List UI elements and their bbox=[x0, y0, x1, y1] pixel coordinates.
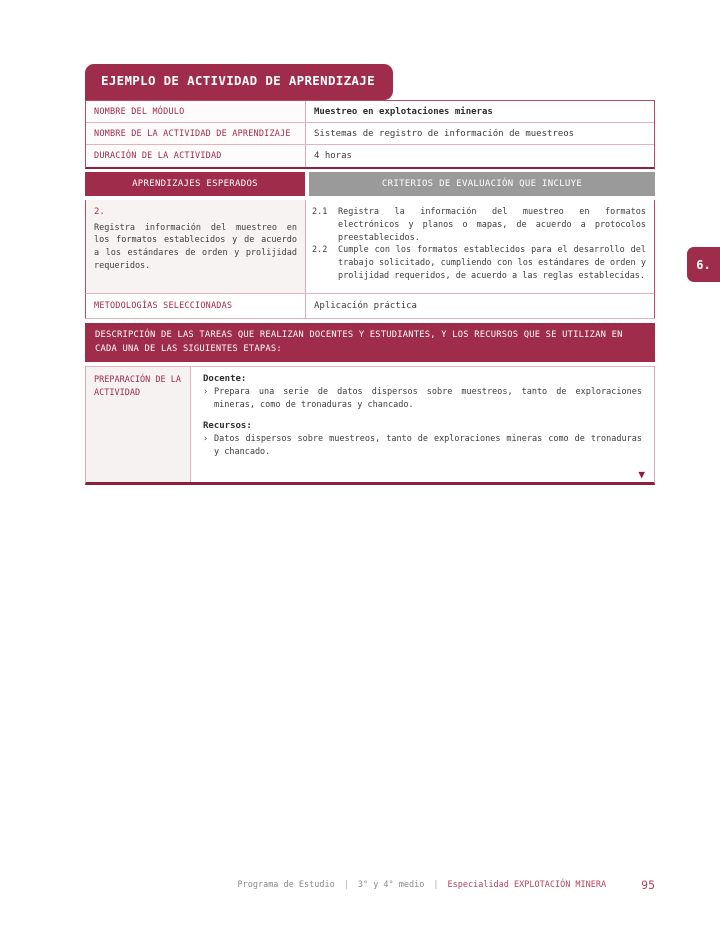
module-name-value: Muestreo en explotaciones mineras bbox=[314, 106, 493, 117]
criterion-text: Registra la información del muestreo en formatos electrónicos y planos o mapas, de acuerdo a protocolos preestablecidos. bbox=[338, 207, 646, 243]
footer-specialty: Especialidad EXPLOTACIÓN MINERA bbox=[447, 880, 607, 890]
stage-content bbox=[191, 367, 654, 482]
page-number: 95 bbox=[641, 878, 655, 892]
learning-text: Registra información del muestreo en los formatos establecidos y de acuerdo a los estándares de orden y prolijidad requeridos. bbox=[94, 222, 297, 271]
learning-table-header bbox=[85, 172, 655, 196]
footer-grade: 3° y 4° medio bbox=[357, 880, 425, 890]
activity-name-label: NOMBRE DE LA ACTIVIDAD DE APRENDIZAJE bbox=[86, 123, 306, 144]
stage-label: PREPARACIÓN DE LA ACTIVIDAD bbox=[86, 367, 191, 482]
list-item-text: Datos dispersos sobre muestreos, tanto de exploraciones mineras como de tronaduras y chancado. bbox=[214, 433, 642, 457]
description-banner: DESCRIPCIÓN DE LAS TAREAS QUE REALIZAN DOCENTES Y ESTUDIANTES, Y LOS RECURSOS QUE SE UTILIZAN EN CADA UNA DE LAS SIGUIENTES ETAPAS: bbox=[85, 323, 655, 362]
page-title: EJEMPLO DE ACTIVIDAD DE APRENDIZAJE bbox=[85, 64, 393, 100]
module-name-label: NOMBRE DEL MÓDULO bbox=[86, 101, 306, 122]
footer-separator: | bbox=[343, 880, 349, 890]
footer-program: Programa de Estudio bbox=[237, 880, 335, 890]
criterion-number: 2.2 bbox=[312, 245, 328, 256]
teacher-heading: Docente: bbox=[203, 374, 247, 385]
activity-document bbox=[85, 64, 655, 485]
activity-info-table bbox=[85, 100, 655, 169]
criterion-item bbox=[312, 244, 646, 282]
learning-table-body bbox=[85, 200, 655, 294]
methodology-row bbox=[85, 294, 655, 319]
resources-heading: Recursos: bbox=[203, 420, 252, 431]
duration-value: 4 horas bbox=[314, 151, 352, 161]
learning-number: 2. bbox=[94, 207, 105, 217]
expected-learning-cell bbox=[86, 200, 306, 293]
chapter-tab: 6. bbox=[687, 247, 720, 282]
evaluation-criteria-cell bbox=[306, 200, 654, 293]
list-item bbox=[203, 386, 642, 412]
table-row bbox=[86, 145, 654, 167]
preparation-block bbox=[85, 366, 655, 485]
methodology-label: METODOLOGÍAS SELECCIONADAS bbox=[86, 294, 306, 318]
list-item bbox=[203, 433, 642, 459]
table-row bbox=[86, 101, 654, 123]
activity-name-value: Sistemas de registro de información de muestreos bbox=[314, 128, 575, 139]
page-footer bbox=[237, 878, 655, 892]
list-item-text: Prepara una serie de datos dispersos sobre muestreos, tanto de exploraciones mineras, como de tronaduras y chancado. bbox=[214, 387, 642, 411]
bullet-icon: › bbox=[203, 433, 209, 444]
expand-more-icon: ▼ bbox=[638, 468, 645, 482]
expected-learning-header: APRENDIZAJES ESPERADOS bbox=[85, 172, 305, 196]
evaluation-criteria-header: CRITERIOS DE EVALUACIÓN QUE INCLUYE bbox=[309, 172, 655, 196]
footer-separator: | bbox=[433, 880, 439, 890]
duration-label: DURACIÓN DE LA ACTIVIDAD bbox=[86, 145, 306, 167]
criterion-text: Cumple con los formatos establecidos para el desarrollo del trabajo solicitado, cumpliendo con los estándares de orden y prolijidad requeridos, de acuerdo a las reglas establecidas. bbox=[338, 245, 646, 281]
criterion-number: 2.1 bbox=[312, 207, 328, 217]
criterion-item bbox=[312, 206, 646, 244]
methodology-value: Aplicación práctica bbox=[314, 301, 417, 311]
table-row bbox=[86, 123, 654, 145]
bullet-icon: › bbox=[203, 387, 209, 398]
